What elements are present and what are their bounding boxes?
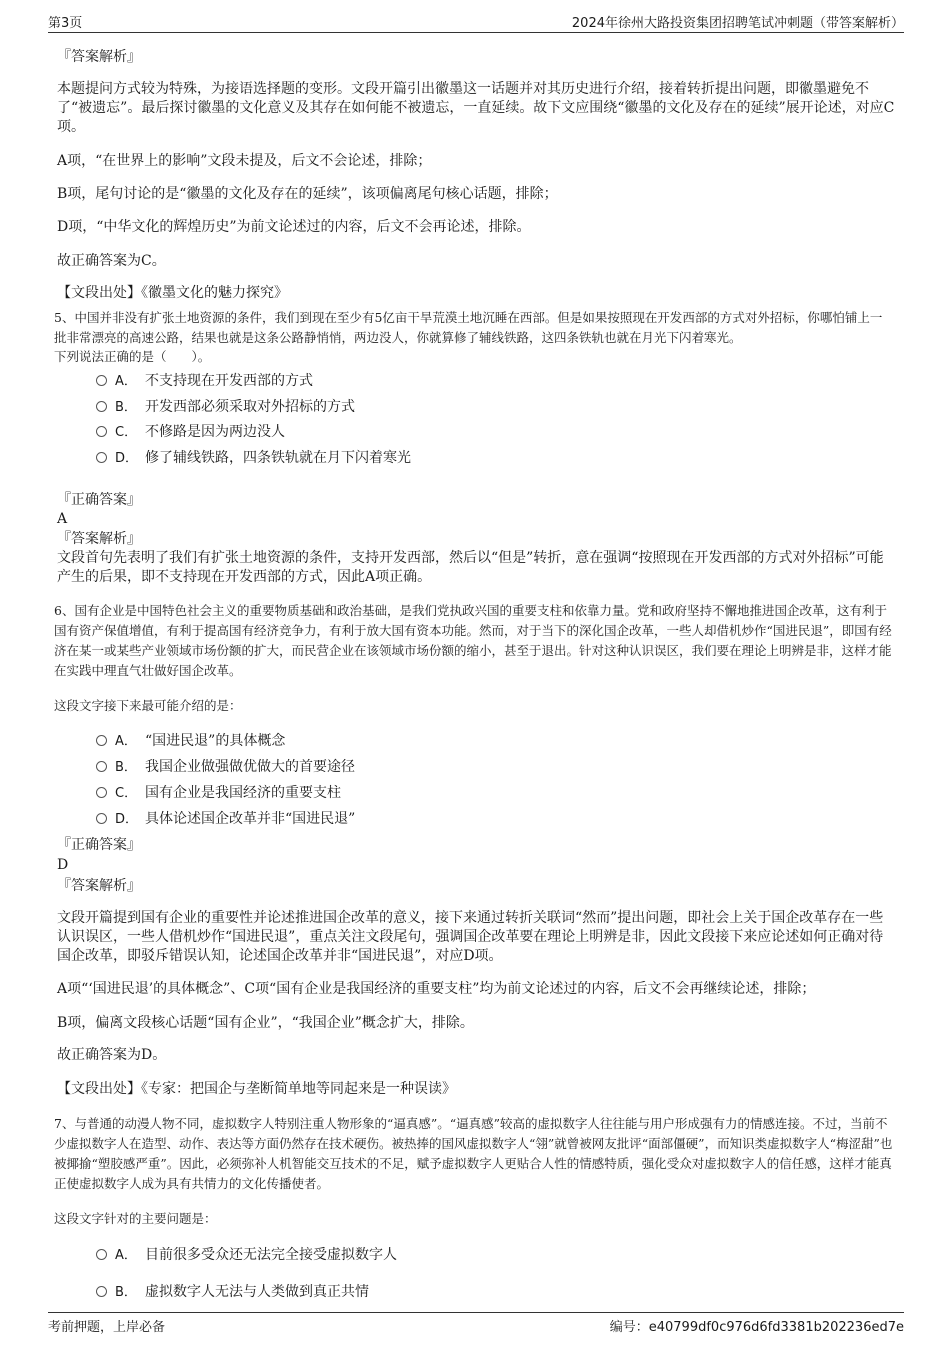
q6-answer-label: 『正确答案』: [57, 837, 141, 853]
radio-icon[interactable]: [96, 761, 107, 772]
page-number: 第3页: [48, 16, 83, 31]
q7-option-a[interactable]: A． 目前很多受众还无法完全接受虚拟数字人: [96, 1245, 397, 1266]
q5-analysis: 文段首句先表明了我们有扩张土地资源的条件，支持开发西部，然后以“但是”转折，意在强调“按照现在开发西部的方式对外招标”可能产生的后果，即不支持现在开发西部的方式，因此A项正确。: [57, 550, 884, 585]
q6-source: 【文段出处】《专家：把国企与垄断简单地等同起来是一种误读》: [57, 1081, 456, 1097]
radio-icon[interactable]: [96, 1286, 107, 1297]
footer-slogan: 考前押题，上岸必备: [48, 1320, 166, 1335]
q5-option-c[interactable]: C． 不修路是因为两边没人: [96, 422, 285, 443]
q6-analysis-b: B项，偏离文段核心话题“国有企业”，“我国企业”概念扩大，排除。: [57, 1015, 474, 1031]
radio-icon[interactable]: [96, 787, 107, 798]
radio-icon[interactable]: [96, 1249, 107, 1260]
analysis-text: 本题提问方式较为特殊，为接语选择题的变形。文段开篇引出徽墨这一话题并对其历史进行介绍，接着转折提出问题，即徽墨避免不了“被遗忘”。最后探讨徽墨的文化意义及其存在如何能不被遗忘，一直延续。故下文应围绕“徽墨的文化及存在的延续”展开论述，对应C项。: [57, 81, 895, 135]
source-citation: 【文段出处】《徽墨文化的魅力探究》: [57, 285, 288, 301]
q6-option-c[interactable]: C． 国有企业是我国经济的重要支柱: [96, 783, 341, 804]
radio-icon[interactable]: [96, 452, 107, 463]
question-6-prompt: 这段文字接下来最可能介绍的是：: [54, 698, 242, 713]
question-7-stem: 7、与普通的动漫人物不同，虚拟数字人特别注重人物形象的“逼真感”。“逼真感”较高的虚拟数字人往往能与用户形成强有力的情感连接。不过，当前不少虚拟数字人在造型、动作、表达等方面仍然存在技术硬伤。被热捧的国风虚拟数字人“翎”就曾被网友批评“面部僵硬”，而知识类虚拟数字人“梅涩甜”也被揶揄“塑胶感严重”。因此，必须弥补人机智能交互技术的不足，赋予虚拟数字人更贴合人性的情感特质，强化受众对虚拟数字人的信任感，这样才能真正使虚拟数字人成为具有共情力的文化传播使者。: [54, 1116, 893, 1191]
q5-analysis-label: 『答案解析』: [57, 531, 141, 547]
q6-conclusion: 故正确答案为D。: [57, 1047, 167, 1063]
q6-answer: D: [57, 857, 69, 873]
analysis-option-a: A项，“在世界上的影响”文段未提及，后文不会论述，排除；: [57, 153, 432, 169]
document-title: 2024年徐州大路投资集团招聘笔试冲刺题（带答案解析）: [571, 16, 904, 31]
question-7-prompt: 这段文字针对的主要问题是：: [54, 1211, 217, 1226]
radio-icon[interactable]: [96, 401, 107, 412]
question-5-stem: 5、中国并非没有扩张土地资源的条件，我们到现在至少有5亿亩干旱荒漠土地沉睡在西部。但是如果按照现在开发西部的方式对外招标，你哪怕铺上一批非常漂亮的高速公路，结果也就是这条公路静悄悄，两边没人，你就算修了辅线铁路，这四条铁轨也就在月光下闪着寒光。: [54, 310, 883, 345]
q5-answer-label: 『正确答案』: [57, 492, 141, 508]
page-header: [48, 10, 904, 33]
q7-option-b[interactable]: B． 虚拟数字人无法与人类做到真正共情: [96, 1282, 369, 1303]
q6-option-a[interactable]: A． “国进民退”的具体概念: [96, 731, 285, 752]
analysis-option-b: B项，尾句讨论的是“徽墨的文化及存在的延续”，该项偏离尾句核心话题，排除；: [57, 186, 558, 202]
q6-option-d[interactable]: D． 具体论述国企改革并非“国进民退”: [96, 809, 355, 830]
question-5-prompt: 下列说法正确的是（ ）。: [54, 349, 211, 364]
analysis-option-d: D项，“中华文化的辉煌历史”为前文论述过的内容，后文不会再论述，排除。: [57, 219, 531, 235]
q5-option-a[interactable]: A． 不支持现在开发西部的方式: [96, 371, 313, 392]
q6-analysis-label: 『答案解析』: [57, 878, 141, 894]
document-id: 编号：e40799df0c976d6fd3381b202236ed7e: [609, 1320, 904, 1335]
q5-option-b[interactable]: B． 开发西部必须采取对外招标的方式: [96, 397, 355, 418]
answer-conclusion: 故正确答案为C。: [57, 253, 166, 269]
question-6-stem: 6、国有企业是中国特色社会主义的重要物质基础和政治基础，是我们党执政兴国的重要支柱和依靠力量。党和政府坚持不懈地推进国企改革，这有利于国有资产保值增值，有利于提高国有经济竞争力，有利于放大国有资本功能。然而，对于当下的深化国企改革，一些人却借机炒作“国进民退”，即国有经济在某一或某些产业领域市场份额的扩大，而民营企业在该领域市场份额的缩小，甚至于退出。针对这种认识误区，我们要在理论上明辨是非，这样才能在实践中理直气壮做好国企改革。: [54, 603, 892, 678]
page-footer: [48, 1312, 904, 1335]
analysis-label: 『答案解析』: [57, 49, 141, 65]
q6-analysis: 文段开篇提到国有企业的重要性并论述推进国企改革的意义，接下来通过转折关联词“然而”提出问题，即社会上关于国企改革存在一些认识误区，一些人借机炒作“国进民退”，重点关注文段尾句，强调国企改革要在理论上明辨是非，因此文段接下来应论述如何正确对待国企改革，即驳斥错误认知，论述国企改革并非“国进民退”，对应D项。: [57, 910, 884, 964]
q5-option-d[interactable]: D． 修了辅线铁路，四条铁轨就在月下闪着寒光: [96, 448, 411, 469]
q6-option-b[interactable]: B． 我国企业做强做优做大的首要途径: [96, 757, 355, 778]
radio-icon[interactable]: [96, 375, 107, 386]
radio-icon[interactable]: [96, 813, 107, 824]
radio-icon[interactable]: [96, 426, 107, 437]
radio-icon[interactable]: [96, 735, 107, 746]
q5-answer: A: [57, 511, 68, 527]
q6-analysis-ac: A项“‘国进民退’的具体概念”、C项“国有企业是我国经济的重要支柱”均为前文论述过的内容，后文不会再继续论述，排除；: [57, 981, 816, 997]
